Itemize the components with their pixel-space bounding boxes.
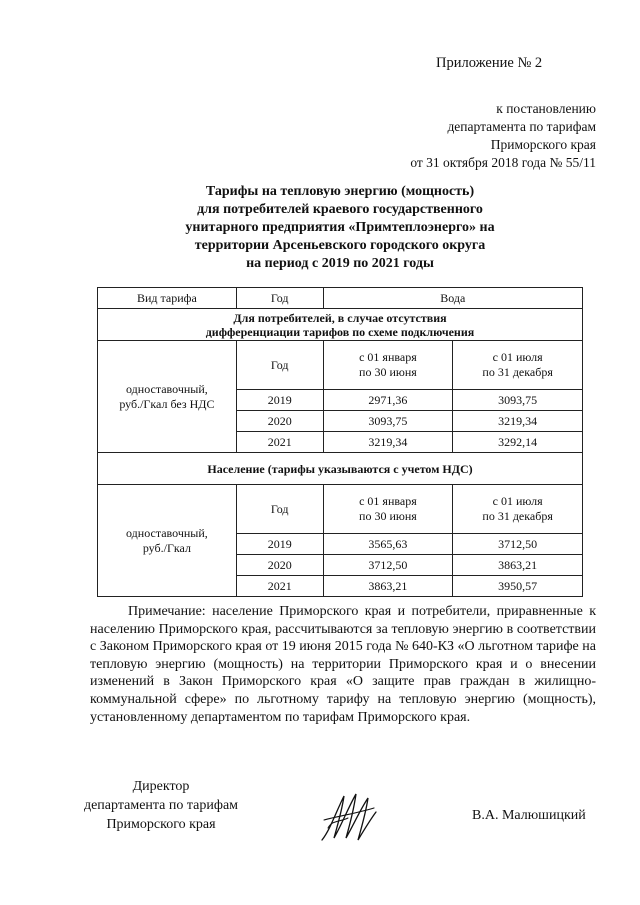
title-line: для потребителей краевого государственного xyxy=(197,202,483,217)
title-line: унитарного предприятия «Примтеплоэнерго» на xyxy=(185,220,495,235)
tariff-type-cell xyxy=(98,485,237,597)
section-title xyxy=(98,309,583,341)
annex-reference xyxy=(360,100,596,172)
signatory-name: В.А. Малюшицкий xyxy=(472,808,586,823)
value-cell: 3292,14 xyxy=(453,432,583,453)
header-year: Год xyxy=(236,288,323,309)
value-cell: 3219,34 xyxy=(323,432,453,453)
annex-ref-line: от 31 октября 2018 года № 55/11 xyxy=(410,155,596,170)
year-cell: 2019 xyxy=(236,390,323,411)
tariff-type-line: руб./Гкал без НДС xyxy=(119,396,215,411)
section-title xyxy=(98,453,583,485)
period-line: по 30 июня xyxy=(359,365,417,379)
handwritten-signature xyxy=(318,790,380,846)
sub-header-year: Год xyxy=(236,341,323,390)
value-cell: 3093,75 xyxy=(453,390,583,411)
table-header-row xyxy=(98,288,583,309)
document-title xyxy=(130,183,550,273)
sub-header-year: Год xyxy=(236,485,323,534)
tariff-type-cell xyxy=(98,341,237,453)
position-line: департамента по тарифам xyxy=(83,798,239,813)
year-cell: 2019 xyxy=(236,534,323,555)
header-water: Вода xyxy=(323,288,582,309)
year-cell: 2021 xyxy=(236,432,323,453)
signatory-position xyxy=(70,777,252,834)
annex-title: Приложение № 2 xyxy=(436,55,543,71)
value-cell: 3863,21 xyxy=(453,555,583,576)
value-cell: 3863,21 xyxy=(323,576,453,597)
year-cell: 2020 xyxy=(236,555,323,576)
title-line: Тарифы на тепловую энергию (мощность) xyxy=(205,184,475,199)
title-line: территории Арсеньевского городского округа xyxy=(194,238,486,253)
value-cell: 3712,50 xyxy=(323,555,453,576)
value-cell: 3565,63 xyxy=(323,534,453,555)
period-line: с 01 июля xyxy=(492,350,543,364)
tariff-type-line: одноставочный, xyxy=(126,525,208,540)
tariff-table xyxy=(97,287,583,597)
header-tariff-type: Вид тарифа xyxy=(98,288,237,309)
sub-header-period-1 xyxy=(323,485,453,534)
year-cell: 2021 xyxy=(236,576,323,597)
period-line: с 01 января xyxy=(359,494,417,508)
position-line: Директор xyxy=(132,779,190,794)
sub-header-period-2 xyxy=(453,341,583,390)
value-cell: 2971,36 xyxy=(323,390,453,411)
sub-header-row xyxy=(98,341,583,390)
sub-header-row xyxy=(98,485,583,534)
value-cell: 3950,57 xyxy=(453,576,583,597)
period-line: по 31 декабря xyxy=(482,365,553,379)
value-cell: 3093,75 xyxy=(323,411,453,432)
annex-ref-line: к постановлению xyxy=(496,101,596,116)
period-line: по 30 июня xyxy=(359,509,417,523)
title-line: на период с 2019 по 2021 годы xyxy=(246,256,434,271)
sub-header-period-1 xyxy=(323,341,453,390)
period-line: по 31 декабря xyxy=(482,509,553,523)
section-title-row xyxy=(98,453,583,485)
section-title-line: Население (тарифы указываются с учетом НДС) xyxy=(207,461,473,476)
note xyxy=(90,603,596,726)
value-cell: 3712,50 xyxy=(453,534,583,555)
section-title-line: дифференциации тарифов по схеме подключения xyxy=(205,324,475,339)
tariff-type-line: руб./Гкал xyxy=(142,540,191,555)
tariff-type-line: одноставочный, xyxy=(126,381,208,396)
annex-ref-line: департамента по тарифам xyxy=(447,119,596,134)
sub-header-period-2 xyxy=(453,485,583,534)
section-title-line: Для потребителей, в случае отсутствия xyxy=(233,310,447,325)
period-line: с 01 июля xyxy=(492,494,543,508)
value-cell: 3219,34 xyxy=(453,411,583,432)
year-cell: 2020 xyxy=(236,411,323,432)
period-line: с 01 января xyxy=(359,350,417,364)
annex-ref-line: Приморского края xyxy=(490,137,596,152)
section-title-row xyxy=(98,309,583,341)
note-text: Примечание: население Приморского края и потребители, приравненные к населению Приморского края, рассчитываются за тепловую энергию в соответствии с Законом Приморского края от 19 июня 2015 года № 640-КЗ «О льготном тарифе на тепловую энергию (мощность) на территории Приморского края и о внесении изменений в Закон Приморского края «О защите прав граждан в жилищно-коммунальной сфере» по льготному тарифу на тепловую энергию (мощность), установленному департаментом по тарифам Приморского края. xyxy=(90,604,596,725)
position-line: Приморского края xyxy=(106,817,216,832)
